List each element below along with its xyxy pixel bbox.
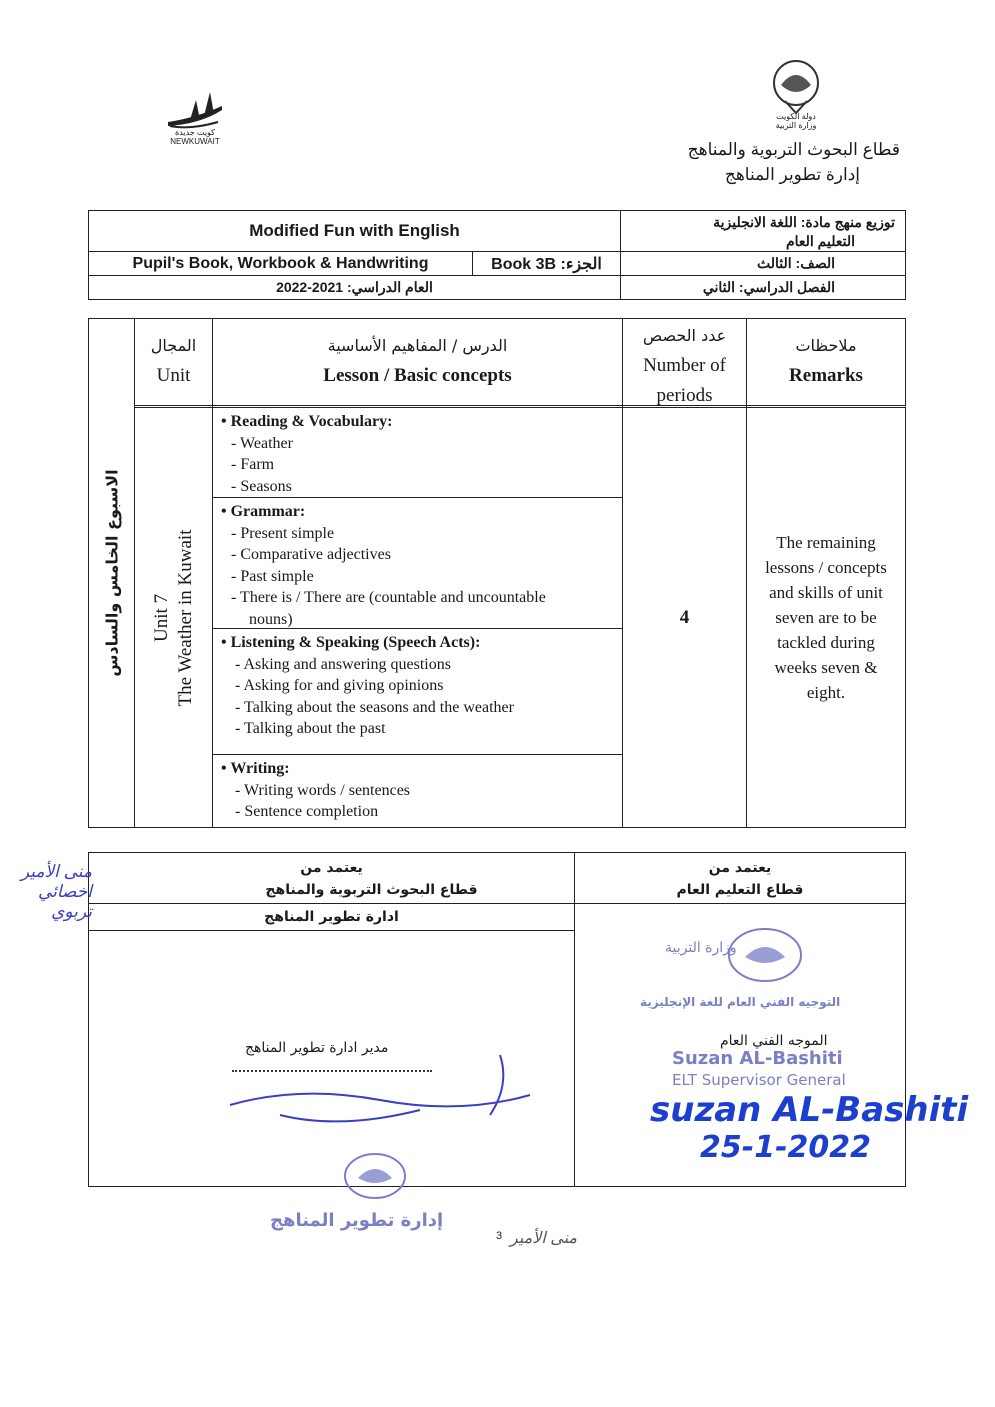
page-number: 3 xyxy=(496,1230,503,1242)
unit-header-en: Unit xyxy=(156,365,191,386)
remarks-header xyxy=(746,318,906,408)
writing-heading: • Writing: xyxy=(221,760,290,777)
list-item: - Weather xyxy=(231,434,293,452)
kuwait-emblem-icon xyxy=(765,55,827,117)
writing-section xyxy=(212,754,623,828)
unit-header-ar: المجال xyxy=(150,336,197,355)
approval-left-line-1: يعتمد من xyxy=(300,860,363,876)
lesson-header-en: Lesson / Basic concepts xyxy=(323,365,512,386)
remarks-header-ar: ملاحظات xyxy=(795,336,857,355)
emblem-line-2: وزارة التربية xyxy=(775,121,817,130)
remarks-header-en: Remarks xyxy=(789,365,863,386)
signature-date: 25-1-2022 xyxy=(700,1130,872,1165)
logo-text-en: NEWKUWAIT xyxy=(170,137,220,146)
unit-title: The Weather in Kuwait xyxy=(174,529,196,706)
part-cell: Book 3B :الجزء xyxy=(472,251,621,276)
supervision-label: التوجيه الفني العام للغة الإنجليزية xyxy=(640,995,841,1009)
supervisor-name: Suzan AL-Bashiti xyxy=(672,1048,843,1069)
list-item: - Talking about the seasons and the weather xyxy=(235,698,514,716)
periods-header-en-1: Number of xyxy=(643,355,726,376)
stamp-emblem-icon xyxy=(340,1150,410,1205)
remarks-value: The remaining lessons / concepts and skills of unit seven are to be tackled during weeks seven & eight. xyxy=(746,407,906,828)
unit-number: Unit 7 xyxy=(150,593,172,642)
list-item: - There is / There are (countable and uncountable xyxy=(231,589,546,607)
approval-right-header xyxy=(574,852,906,904)
periods-header-ar: عدد الحصص xyxy=(642,326,727,345)
stamp-text: إدارة تطوير المناهج xyxy=(270,1210,444,1231)
ministry-emblem-icon xyxy=(725,925,805,985)
list-item: nouns) xyxy=(249,610,293,628)
sector-title: قطاع البحوث التربوية والمناهج xyxy=(687,140,900,159)
list-item: - Writing words / sentences xyxy=(235,781,411,799)
periods-header xyxy=(622,318,747,408)
supervisor-ar: الموجه الفني العام xyxy=(720,1033,828,1049)
list-item: - Sentence completion xyxy=(235,803,379,821)
subject-line-1: توزيع منهج مادة: اللغة الانجليزية xyxy=(713,214,895,230)
grade-cell: الصف: الثالث xyxy=(620,251,906,276)
manager-signature-icon xyxy=(220,1045,540,1135)
supervisor-title: ELT Supervisor General xyxy=(672,1071,846,1089)
approval-right-line-1: يعتمد من xyxy=(708,860,772,876)
new-kuwait-text xyxy=(160,128,230,146)
course-title: Modified Fun with English xyxy=(88,210,621,252)
list-item: - Asking and answering questions xyxy=(235,655,451,673)
grammar-heading: • Grammar: xyxy=(221,503,306,520)
handwritten-note: منى الأمير اخصائي تربوي xyxy=(20,862,92,921)
books-cell: Pupil's Book, Workbook & Handwriting xyxy=(88,251,473,276)
list-item: - Seasons xyxy=(231,477,292,495)
subject-cell xyxy=(620,210,906,252)
department-title: إدارة تطوير المناهج xyxy=(724,165,860,184)
periods-value: 4 xyxy=(622,407,747,828)
approval-left-header xyxy=(88,852,575,904)
unit-header xyxy=(134,318,213,408)
emblem-text xyxy=(765,112,827,130)
lesson-header xyxy=(212,318,623,408)
unit-cell xyxy=(134,407,213,828)
reading-section xyxy=(212,407,623,498)
emblem-line-1: دولة الكويت xyxy=(776,112,816,121)
semester-cell: الفصل الدراسي: الثاني xyxy=(620,275,906,300)
ministry-label: وزارة التربية xyxy=(665,940,737,956)
approval-department: ادارة تطوير المناهج xyxy=(88,903,575,931)
list-item: - Asking for and giving opinions xyxy=(235,677,444,695)
logo-text-ar: كويت جديدة xyxy=(174,128,215,137)
manager-label: مدير ادارة تطوير المناهج xyxy=(245,1040,389,1056)
list-item: - Present simple xyxy=(231,524,335,542)
approval-right-line-2: قطاع التعليم العام xyxy=(676,882,804,898)
week-label: الاسبوع الخامس والسادس xyxy=(102,469,121,677)
reading-heading: • Reading & Vocabulary: xyxy=(221,413,393,430)
approval-left-line-2: قطاع البحوث التربوية والمناهج xyxy=(265,882,478,898)
listening-section xyxy=(212,628,623,755)
periods-header-en-2: periods xyxy=(656,385,713,406)
list-item: - Talking about the past xyxy=(235,720,386,738)
grammar-section xyxy=(212,497,623,629)
subject-line-2: التعليم العام xyxy=(785,233,855,249)
list-item: - Past simple xyxy=(231,567,314,585)
list-item: - Farm xyxy=(231,456,275,474)
supervisor-signature: suzan AL-Bashiti xyxy=(650,1090,969,1130)
week-cell xyxy=(88,318,135,828)
list-item: - Comparative adjectives xyxy=(231,546,391,564)
year-cell: العام الدراسي: 2021-2022 xyxy=(88,275,621,300)
lesson-header-ar: الدرس / المفاهيم الأساسية xyxy=(327,336,508,355)
listening-heading: • Listening & Speaking (Speech Acts): xyxy=(221,634,481,651)
handwritten-note-bottom: منى الأمير xyxy=(510,1230,577,1247)
